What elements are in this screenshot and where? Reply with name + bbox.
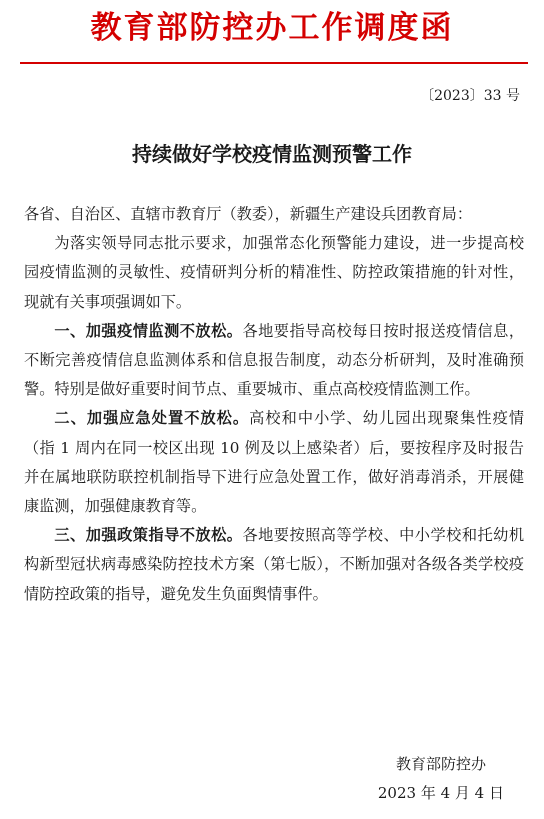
section-heading-3: 三、加强政策指导不放松。 xyxy=(54,526,243,545)
red-divider-line xyxy=(20,62,528,64)
section-paragraph-2 xyxy=(24,404,524,521)
section-text-2: 高校和中小学、幼儿园出现聚集性疫情（指 1 周内在同一校区出现 10 例及以上感染者）后，要按程序及时报告并在属地联防联控机制指导下进行应急处置工作，做好消毒消杀，开展健康监测，加强健康教育等。 xyxy=(24,409,525,516)
issue-date: 2023 年 4 月 4 日 xyxy=(377,784,504,802)
section-heading-2: 二、加强应急处置不放松。 xyxy=(54,409,250,428)
issuer-name: 教育部防控办 xyxy=(395,755,486,773)
document-title: 持续做好学校疫情监测预警工作 xyxy=(132,142,412,166)
section-paragraph-3 xyxy=(24,521,524,609)
section-text-3: 各地要按照高等学校、中小学校和托幼机构新型冠状病毒感染防控技术方案（第七版），不断加强对各级各类学校疫情防控政策的指导，避免发生负面舆情事件。 xyxy=(24,526,525,603)
intro-paragraph: 为落实领导同志批示要求，加强常态化预警能力建设，进一步提高校园疫情监测的灵敏性、疫情研判分析的精准性、防控政策措施的针对性，现就有关事项强调如下。 xyxy=(24,234,524,311)
document-body xyxy=(24,200,524,609)
signature-block xyxy=(378,750,504,808)
section-heading-1: 一、加强疫情监测不放松。 xyxy=(54,321,243,340)
document-masthead: 教育部防控办工作调度函 xyxy=(90,10,454,46)
salutation: 各省、自治区、直辖市教育厅（教委），新疆生产建设兵团教育局： xyxy=(24,205,473,223)
document-number: 〔2023〕33 号 xyxy=(420,88,520,104)
section-paragraph-1 xyxy=(24,317,524,405)
section-text-1: 各地要指导高校每日按时报送疫情信息，不断完善疫情信息监测体系和信息报告制度，动态分析研判，及时准确预警。特别是做好重要时间节点、重要城市、重点高校疫情监测工作。 xyxy=(24,321,525,399)
